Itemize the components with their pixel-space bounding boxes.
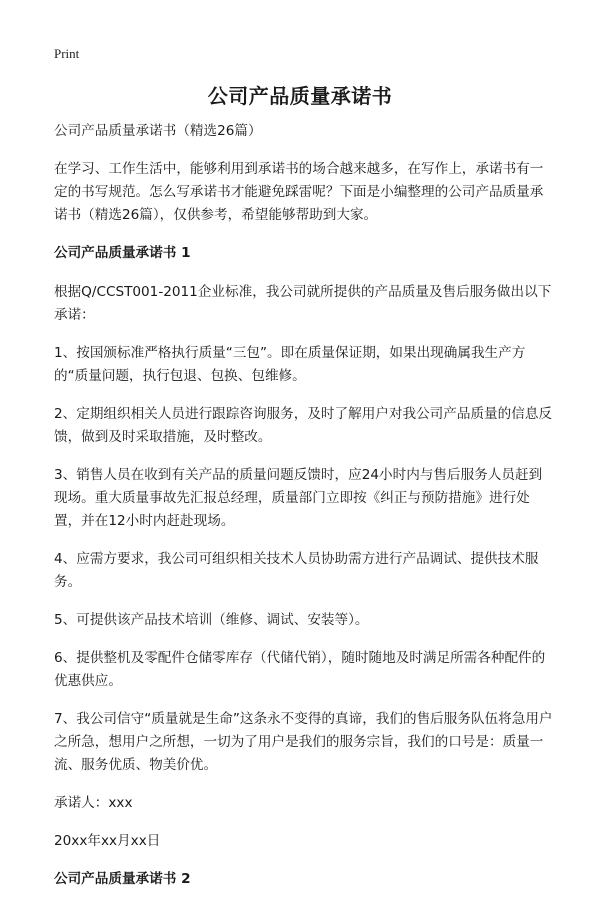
paragraph: 1、按国颁标准严格执行质量“三包”。即在质量保证期，如果出现确属我生产方的“质量问题，执行包退、包换、包维修。 bbox=[54, 345, 526, 384]
intro-paragraph: 在学习、工作生活中，能够利用到承诺书的场合越来越多，在写作上，承诺书有一定的书写规范。怎么写承诺书才能避免踩雷呢？下面是小编整理的公司产品质量承诺书（精选26篇），仅供参考，希望能够帮助到大家。 bbox=[54, 161, 544, 223]
paragraph: 2、定期组织相关人员进行跟踪咨询服务，及时了解用户对我公司产品质量的信息反馈，做到及时采取措施，及时整改。 bbox=[54, 406, 553, 445]
paragraph: 3、销售人员在收到有关产品的质量问题反馈时，应24小时内与售后服务人员赶到现场。重大质量事故先汇报总经理，质量部门立即按《纠正与预防措施》进行处置，并在12小时内赶赴现场。 bbox=[54, 467, 543, 529]
subtitle: 公司产品质量承诺书（精选26篇） bbox=[54, 123, 262, 139]
paragraph: 4、应需方要求，我公司可组织相关技术人员协助需方进行产品调试、提供技术服务。 bbox=[54, 551, 539, 590]
section-heading-1: 公司产品质量承诺书 1 bbox=[54, 245, 191, 261]
paragraph: 5、可提供该产品技术培训（维修、调试、安装等）。 bbox=[54, 612, 369, 628]
paragraph: 7、我公司信守“质量就是生命”这条永不变得的真谛，我们的售后服务队伍将急用户之所急，想用户之所想，一切为了用户是我们的服务宗旨，我们的口号是：质量一流、服务优质、物美价优。 bbox=[54, 711, 553, 773]
print-label: Print bbox=[54, 46, 80, 61]
document-title: 公司产品质量承诺书 bbox=[207, 84, 393, 108]
section-heading-2: 公司产品质量承诺书 2 bbox=[54, 871, 191, 887]
signatory: 承诺人：xxx bbox=[54, 795, 133, 811]
date: 20xx年xx月xx日 bbox=[54, 833, 161, 849]
paragraph: 6、提供整机及零配件仓储零库存（代储代销），随时随地及时满足所需各种配件的优惠供应。 bbox=[54, 650, 546, 689]
document-body bbox=[54, 120, 554, 907]
paragraph: 根据Q/CCST001-2011企业标准，我公司就所提供的产品质量及售后服务做出以下承诺： bbox=[54, 284, 552, 323]
